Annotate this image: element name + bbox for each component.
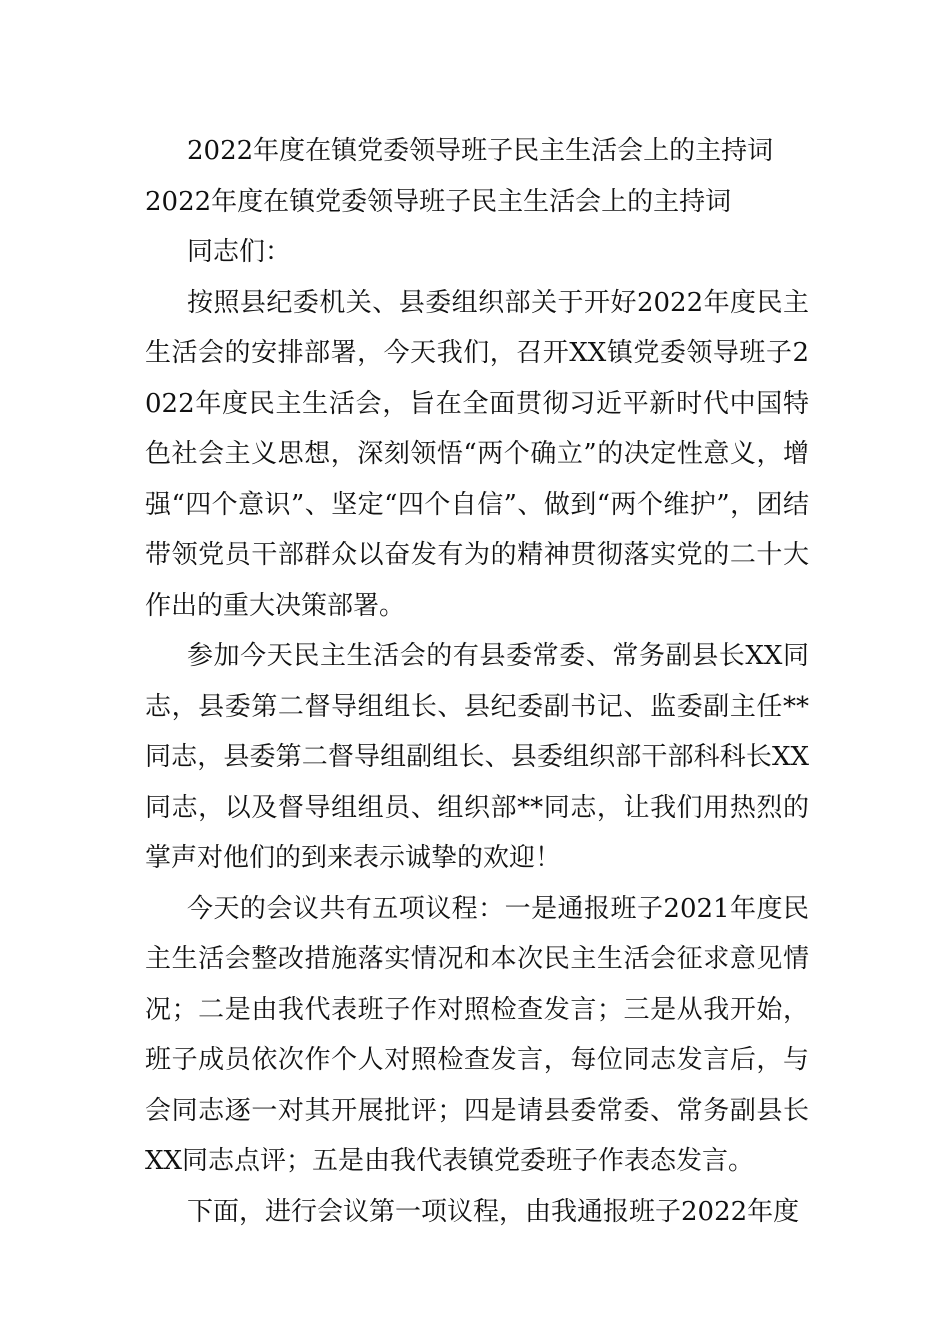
paragraph-2: 参加今天民主生活会的有县委常委、常务副县长XX同志，县委第二督导组组长、县纪委副书记、监委副主任**同志，县委第二督导组副组长、县委组织部干部科科长XX同志，以及督导组组员、组织部**同志，让我们用热烈的掌声对他们的到来表示诚挚的欢迎！ <box>145 641 809 873</box>
salutation: 同志们： <box>187 237 292 267</box>
document-title-repeat: 2022年度在镇党委领导班子民主生活会上的主持词 <box>145 186 732 217</box>
paragraph-4: 下面，进行会议第一项议程，由我通报班子2022年度 <box>187 1196 800 1227</box>
document-body <box>145 126 809 1237</box>
document-title: 2022年度在镇党委领导班子民主生活会上的主持词 <box>187 136 774 166</box>
paragraph-1: 按照县纪委机关、县委组织部关于开好2022年度民主生活会的安排部署，今天我们，召开XX镇党委领导班子2022年度民主生活会，旨在全面贯彻习近平新时代中国特色社会主义思想，深刻领悟“两个确立”的决定性意义，增强“四个意识”、坚定“四个自信”、做到“两个维护”，团结带领党员干部群众以奋发有为的精神贯彻落实党的二十大作出的重大决策部署。 <box>145 287 809 621</box>
paragraph-3: 今天的会议共有五项议程：一是通报班子2021年度民主生活会整改措施落实情况和本次民主生活会征求意见情况；二是由我代表班子作对照检查发言；三是从我开始，班子成员依次作个人对照检查发言，每位同志发言后，与会同志逐一对其开展批评；四是请县委常委、常务副县长XX同志点评；五是由我代表镇党委班子作表态发言。 <box>145 893 809 1176</box>
